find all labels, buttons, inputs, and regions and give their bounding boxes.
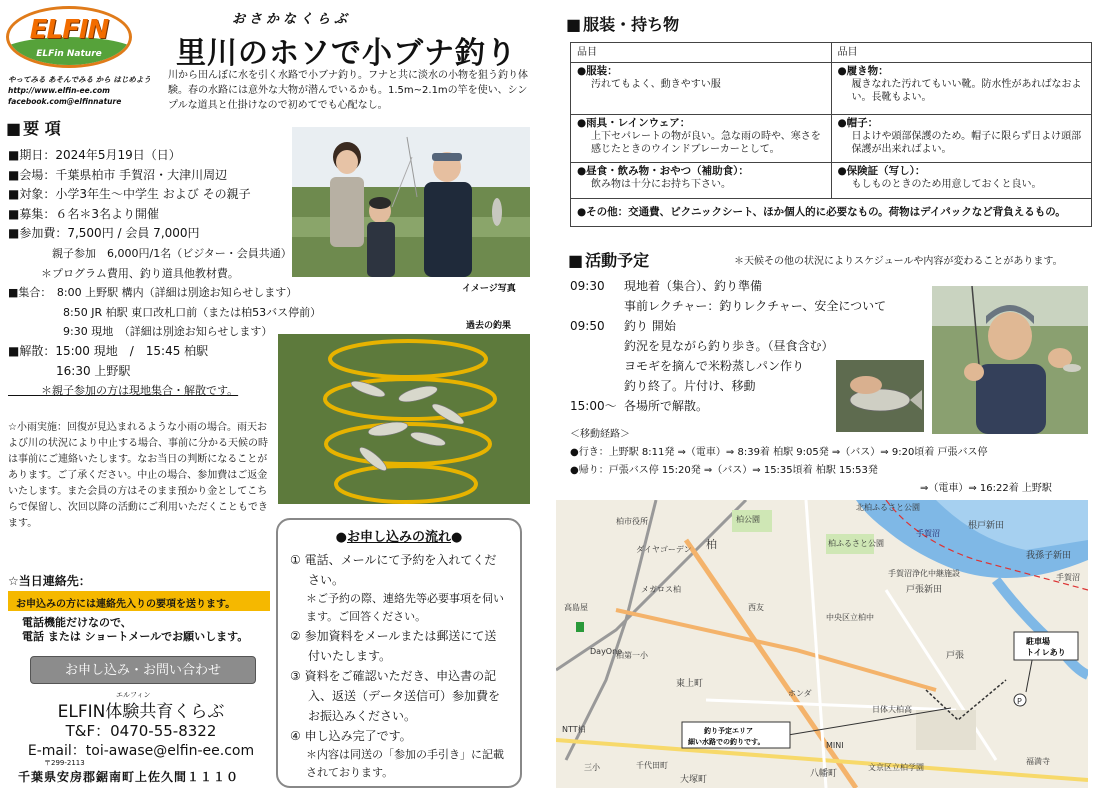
flow-note: ＊内容は同送の「参加の手引き」に記載されております。	[306, 748, 504, 779]
facebook-link[interactable]: facebook.com@elfinnature	[8, 97, 122, 106]
map-label: 三小	[584, 763, 600, 772]
items-table	[570, 42, 1092, 227]
club-zip: 〒299-2113	[44, 759, 85, 767]
website-link[interactable]: http://www.elfin-ee.com	[8, 86, 110, 95]
flow-heading: ●お申し込みの流れ●	[335, 530, 463, 545]
family-photo	[292, 127, 530, 277]
katsudou-heading: ■ 活動予定	[568, 248, 649, 271]
map-label: 高島屋	[564, 603, 588, 612]
club-tel: T&F：0470-55-8322	[65, 722, 217, 740]
schedule-text: ヨモギを摘んで米粉蒸しパン作り	[624, 359, 805, 373]
schedule-text: 釣り終了。片付け、移動	[624, 379, 756, 393]
item-desc: 汚れてもよく、動きやすい服	[591, 79, 721, 90]
map-label: 手賀沼	[916, 529, 940, 538]
phone-note-line: 電話機能だけなので、	[22, 616, 132, 629]
map-label: 大塚町	[680, 775, 708, 785]
route-line: ●帰り：戸張バス停 15:20発 ⇒（バス）⇒ 15:35頃着 柏駅 15:53発	[570, 465, 878, 476]
items-row	[571, 163, 1092, 199]
youkou-line: 9:30 現地 （詳細は別途お知らせします）	[8, 325, 273, 339]
item-title: ●帽子：	[837, 117, 879, 129]
items-header-row	[571, 43, 1092, 63]
map-label: 手賀沼浄化中継施設	[888, 569, 960, 578]
map-label: 北柏ふるさと公園	[856, 503, 920, 512]
youkou-heading: ■ 要 項	[6, 116, 61, 139]
phone-note	[22, 616, 248, 644]
youkou-line: ■期日：2024年5月19日（日）	[8, 148, 181, 162]
map-label: 戸張新田	[906, 585, 943, 595]
items-col-header: 品目	[831, 43, 1092, 63]
rain-policy: ☆小雨実施：回復が見込まれるような小雨の場合。雨天および川の状況により中止する場合、事前に分かる天候の時は事前にご連絡いたします。なお当日の判断になることがあります。ご了承ください。中止の場合、参加費はご返金いたします。また会員の方はそのまま預かり金としてこちらで保留し、次回以降の活動にご利用いただくこともできます。	[8, 422, 268, 529]
schedule-row	[570, 336, 886, 356]
tagline-line: やってみる あそんでみる から はじめよう	[8, 75, 151, 84]
items-row	[571, 199, 1092, 227]
contact-notice: お申込みの方には連絡先入りの要項を送ります。	[8, 591, 270, 611]
map-label: 柏ふるさと公園	[828, 539, 884, 548]
flow-step: ④ 申し込み完了です。	[290, 729, 412, 743]
youkou-line: 16:30 上野駅	[8, 363, 131, 378]
youkou-line: 8:50 JR 柏駅 東口改札口前（または柏53バス停前）	[8, 305, 322, 319]
item-cell	[831, 163, 1092, 199]
item-desc: 飲み物は十分にお持ち下さい。	[591, 179, 731, 190]
fish-photo-art	[836, 360, 924, 432]
catch-photo-art	[278, 334, 530, 504]
club-ruby: エルフィン	[116, 691, 151, 699]
item-title: ●昼食・飲み物・おやつ（補助食）：	[577, 165, 749, 177]
fish-photo	[836, 360, 924, 432]
item-cell	[571, 115, 832, 163]
item-cell	[571, 63, 832, 115]
item-title: ●雨具・レインウェア：	[577, 117, 691, 129]
area-callout-desc: 細い水路での釣りです。	[688, 738, 765, 746]
instructor-photo	[932, 286, 1088, 434]
map-label: 八幡町	[810, 769, 838, 779]
map-label: 我孫子新田	[1026, 551, 1072, 561]
map-label: 柏公園	[736, 515, 760, 524]
svg-text:P: P	[1017, 697, 1022, 706]
schedule-row	[570, 316, 886, 336]
map-label: 柏市役所	[616, 517, 648, 526]
map-label: 柏	[706, 538, 717, 551]
map-label: 日体大柏高	[872, 705, 912, 714]
map-label: 根戸新田	[968, 521, 1005, 531]
fuku-heading: ■ 服装・持ち物	[566, 12, 679, 35]
item-title: ●保険証（写し）：	[837, 165, 926, 177]
intro-text: 川から田んぼに水を引く水路で小ブナ釣り。フナと共に淡水の小物を狙う釣り体験。春の水路には意外な大物が潜んでいるかも。1.5m~2.1mの竿を使い、シンプルな道具と仕掛けなので初めてでも心配なし。	[168, 70, 528, 111]
map-label: 福満寺	[1026, 757, 1050, 766]
title-ruby: おさかなくらぶ	[232, 12, 352, 27]
map-label: 東上町	[676, 679, 704, 689]
map-label: MINI	[826, 741, 844, 750]
map-label: ホンダ	[788, 689, 812, 698]
item-title: ●履き物：	[837, 65, 889, 77]
page-title: 里川のホソで小ブナ釣り	[176, 36, 517, 71]
application-flow-box	[276, 518, 522, 788]
youkou-line: ■解散：15:00 現地 / 15:45 柏駅	[8, 343, 209, 358]
club-address: 千葉県安房郡鋸南町上佐久間１１１０	[18, 770, 240, 784]
items-row	[571, 115, 1092, 163]
schedule-text: 現地着（集合）、釣り準備	[624, 279, 763, 293]
map-label: NTT柏	[562, 725, 586, 734]
parking-callout: 駐車場トイレあり	[1026, 637, 1066, 657]
flow-step: ① 電話、メールにて予約を入れてください。	[290, 553, 497, 587]
item-cell	[831, 63, 1092, 115]
map-label: 千代田町	[636, 761, 668, 770]
logo-sub: ELFin Nature	[36, 49, 102, 59]
area-callout-title: 釣り予定エリア	[704, 727, 753, 735]
schedule-text: 釣り 開始	[624, 319, 676, 333]
flow-step: ② 参加資料をメールまたは郵送にて送付いたします。	[290, 629, 497, 663]
route-line: ●行き：上野駅 8:11発 ⇒（電車）⇒ 8:39着 柏駅 9:05発 ⇒（バス）⇒ 9:20頃着 戸張バス停	[570, 447, 988, 458]
club-name: ELFIN体験共育くらぶ	[57, 702, 225, 722]
inquiry-button[interactable]: お申し込み・お問い合わせ	[30, 656, 256, 684]
contact-heading: ☆当日連絡先：	[8, 574, 91, 588]
elfin-logo	[6, 6, 132, 68]
schedule-note: ＊天候その他の状況によりスケジュールや内容が変わることがあります。	[734, 256, 1063, 267]
map-label: 文京区立柏学園	[868, 763, 924, 772]
schedule-text: 各場所で解散。	[624, 399, 709, 413]
route-line: ⇒（電車）⇒ 16:22着 上野駅	[920, 483, 1052, 494]
schedule-time: 09:50	[570, 319, 605, 333]
item-title: ●服装：	[577, 65, 618, 77]
tagline	[8, 74, 168, 107]
youkou-line: ■集合： 8:00 上野駅 構内（詳細は別途お知らせします）	[8, 286, 298, 300]
map-label: 手賀沼	[1056, 573, 1080, 582]
map-label: 西友	[748, 603, 764, 612]
schedule-text: 事前レクチャー：釣りレクチャー、安全について	[624, 299, 887, 313]
phone-note-line: 電話 または ショートメールでお願いします。	[22, 630, 249, 643]
item-other-text: ●その他：交通費、ピクニックシート、ほか個人的に必要なもの。荷物はデイパックなど背負えるもの。	[577, 206, 1066, 218]
items-col-header: 品目	[571, 43, 832, 63]
area-map[interactable]	[556, 500, 1088, 788]
past-catch-caption: 過去の釣果	[466, 321, 512, 331]
club-email[interactable]: E-mail：toi-awase@elfin-ee.com	[27, 743, 255, 759]
youkou-list	[8, 146, 322, 401]
flow-heading-text: お申し込みの流れ	[346, 530, 451, 545]
logo-brand: ELFIN	[29, 15, 109, 45]
item-other	[571, 199, 1092, 227]
map-label: ダイヤゴーデン	[636, 545, 692, 554]
route-heading: ＜移動経路＞	[570, 429, 630, 440]
flow-note: ＊ご予約の際、連絡先等必要事項を伺います。ご回答ください。	[306, 592, 504, 623]
item-desc: 日よけや頭部保護のため。帽子に限らず日よけ頭部保護が出来ればよい。	[851, 131, 1082, 155]
youkou-line: ＊プログラム費用、釣り道具他教材費。	[8, 266, 239, 280]
image-caption: イメージ写真	[462, 284, 516, 294]
item-desc: もしものときのため用意しておくと良い。	[851, 179, 1042, 190]
item-cell	[571, 163, 832, 199]
youkou-line: ■対象：小学3年生～中学生 および その親子	[8, 187, 251, 202]
youkou-line: ■会場：千葉県柏市 手賀沼・大津川周辺	[8, 167, 228, 182]
youkou-line: ■参加費：7,500円 / 会員 7,000円	[8, 226, 200, 241]
flow-step: ③ 資料をご確認いただき、申込書の記入、返送（データ送信可）参加費をお振込みください。	[290, 669, 501, 723]
schedule-time: 15:00～	[570, 399, 617, 413]
item-cell	[831, 115, 1092, 163]
map-label: 柏第一小	[616, 651, 648, 660]
schedule-time: 09:30	[570, 279, 605, 293]
schedule-text: 釣況を見ながら釣り歩き。（昼食含む）	[624, 339, 834, 353]
youkou-line: ■募集：６名＊3名より開催	[8, 206, 159, 221]
map-label: 中央区立柏中	[826, 613, 874, 622]
items-row	[571, 63, 1092, 115]
item-desc: 履きなれた汚れてもいい靴。防水性があればなおよい。長靴もよい。	[851, 79, 1082, 103]
map-label: DayOne	[590, 647, 623, 656]
youkou-line: 親子参加 6,000円/1名（ビジター・会員共通）	[8, 246, 292, 260]
instructor-photo-art	[932, 286, 1088, 434]
map-label: 戸張	[946, 651, 965, 661]
schedule-row	[570, 276, 886, 296]
item-desc: 上下セパレートの物が良い。急な雨の時や、寒さを感じたときのウインドブレーカーとして。	[591, 131, 821, 155]
family-photo-art	[292, 127, 530, 277]
map-label: メガロス柏	[641, 585, 681, 594]
youkou-line: ＊親子参加の方は現地集合・解散です。	[8, 384, 239, 398]
schedule-row	[570, 296, 886, 316]
catch-photo	[278, 334, 530, 504]
route-list	[570, 444, 1052, 498]
map-canvas[interactable]	[556, 500, 1088, 788]
